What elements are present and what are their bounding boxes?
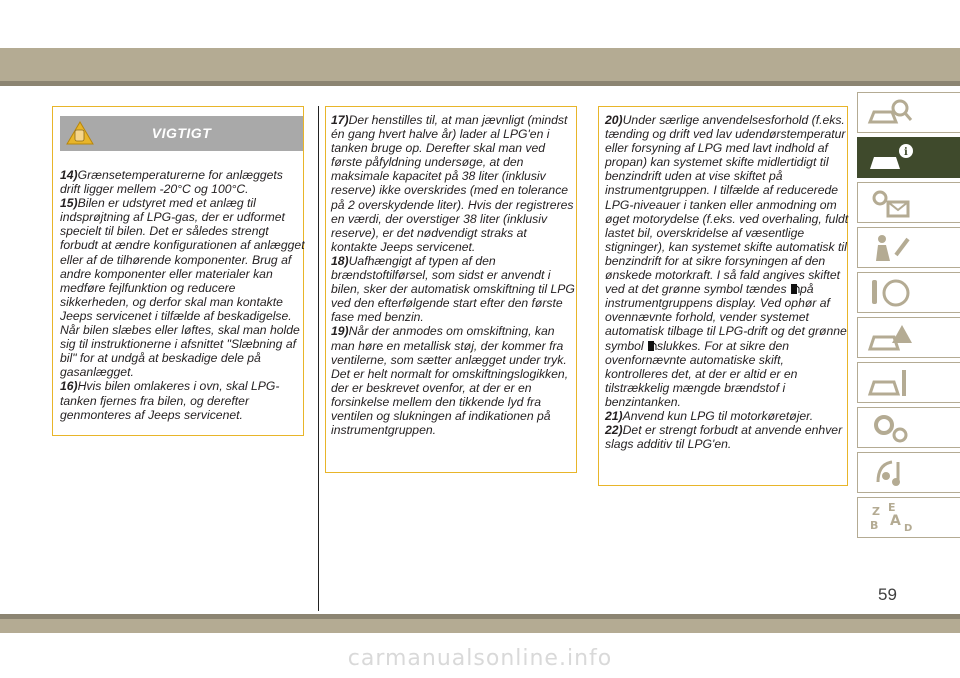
svg-text:A: A (890, 513, 901, 529)
svg-text:Z: Z (872, 505, 880, 518)
tab-car-info[interactable] (857, 137, 960, 178)
tab-light-message[interactable] (857, 182, 960, 223)
item-text: Grænsetemperaturerne for anlæggets drift ligger mellem -20°C og 100°C. (60, 168, 283, 197)
tab-car-wrench[interactable] (857, 362, 960, 403)
item-text: Under særlige anvendelsesforhold (f.eks. tænding og drift ved lav udendørstemperatur eller forsyning af LPG med lavt indhold af propan) kan systemet skifte midlertidigt til benzindrift uden at vise skiftet på instrumentgruppen. I tilfælde af reducerede LPG-niveauer i tanken eller anmodning om øget motorydelse (f.eks. ved overhaling, fuldt lastet bil, overskridelse af væsentlige stigninger), kan systemet skifte automatisk til benzindrift for at sikre forsyningen af den ønskede motorkraft. I så fald angives skiftet ved at det grønne symbol tændes (605, 113, 849, 297)
item-number: 14) (60, 168, 78, 182)
tab-car-warning[interactable] (857, 317, 960, 358)
item-text: Når der anmodes om omskiftning, kan man høre en metallisk støj, der kommer fra ventilerne, som sætter anlægget under tryk. Det er helt normalt for omskiftningslogikken, der er beskrevet ovenfor, at der er en forsinkelse mellem den tikkende lyd fra ventilen og slukningen af indikationen på instrumentgruppen. (331, 324, 569, 438)
fuel-pump-icon (790, 283, 800, 295)
item-text: Uafhængigt af typen af den brændstoftilførsel, som sidst er anvendt i bilen, sker der automatisk omskiftning til LPG ved den efterfølgende start efter den første fase med benzin. (331, 253, 575, 325)
warning-header (60, 116, 303, 151)
tab-alphabet-index[interactable] (857, 497, 960, 538)
tab-car-search[interactable] (857, 92, 960, 133)
alphabet-index-icon (866, 501, 914, 535)
item-number: 16) (60, 379, 78, 394)
item-number: 17) (331, 113, 349, 127)
column-divider (318, 106, 319, 611)
watermark: carmanualsonline.info (347, 646, 613, 671)
item-number: 19) (331, 324, 349, 339)
item-number: 22) (605, 423, 623, 438)
item-text: Der henstilles til, at man jævnligt (mindst én gang hvert halve år) lader al LPG'en i tanken bruge op. Derefter skal man ved første påfyldning undersøge, at den maksimale kapacitet på 38 liter (inklusiv reserve) ikke overskrides (med en tolerance på 2 overskydende liter). Hvis der registreres en værdi, der overstiger 38 liter (inklusiv reserve), er det nødvendigt straks at kontakte Jeeps servicenet. (331, 113, 574, 254)
car-info-icon (866, 141, 914, 175)
light-message-icon (866, 186, 914, 220)
page-number: 59 (878, 585, 897, 604)
item-number: 15) (60, 196, 78, 211)
item-text: Det er strengt forbudt at anvende enhver slags additiv til LPG'en. (605, 423, 843, 452)
item-text: Hvis bilen omlakeres i ovn, skal LPG-tanken fjernes fra bilen, og derefter genmonteres af Jeeps servicenet. (60, 379, 280, 422)
footer-band (0, 619, 960, 633)
svg-text:B: B (870, 519, 879, 532)
header-rule (0, 81, 960, 86)
steering-wheel-key-icon (866, 276, 914, 310)
tab-steering-key[interactable] (857, 272, 960, 313)
car-warning-icon (866, 321, 914, 355)
item-text: Anvend kun LPG til motorkøretøjer. (622, 408, 814, 423)
tab-media[interactable] (857, 452, 960, 493)
gears-icon (866, 411, 914, 445)
item-text: slukkes. For at sikre den ovenfornævnte automatiske skift, kontrolleres det, at der er altid er en tilstrækkelig mængde brændstof i benzintanken. (605, 338, 798, 409)
header-band (0, 48, 960, 81)
warning-text (60, 168, 305, 422)
item-text: på instrumentgruppens display. Ved ophør af ovennævnte forhold, vender systemet automatisk tilbage til LPG-drift og det grønne symbol (605, 282, 847, 353)
car-wrench-icon (866, 366, 914, 400)
top-margin (0, 0, 960, 48)
seat-airbag-icon (866, 231, 914, 265)
item-text: Bilen er udstyret med et anlæg til indsprøjtning af LPG-gas, der er udformet specielt til bilen. Det er således strengt forbudt at ændre konfigurationen af anlægget eller af de tilhørende komponenter. Brug af andre komponenter eller materialer kan medføre fejlfunktion og reducere sikkerheden, og derfor skal man kontakte Jeeps servicenet i tilfælde af beskadigelse. Når bilen slæbes eller løftes, skal man holde sig til instruktionerne i afsnittet "Slæbning af bil" for at undgå at beskadige dele på gasanlægget. (60, 196, 305, 380)
svg-text:E: E (888, 501, 896, 514)
column3-text (605, 113, 849, 451)
car-search-icon (866, 96, 914, 130)
fuel-pump-icon (647, 340, 657, 352)
svg-text:D: D (904, 523, 913, 534)
item-number: 21) (605, 408, 623, 423)
warning-title: VIGTIGT (151, 125, 212, 141)
media-icon (866, 456, 914, 490)
item-number: 20) (605, 113, 623, 127)
tab-gears[interactable] (857, 407, 960, 448)
svg-text:i: i (904, 147, 908, 158)
item-number: 18) (331, 253, 349, 268)
column2-text (331, 113, 576, 437)
tab-seat-airbag[interactable] (857, 227, 960, 268)
